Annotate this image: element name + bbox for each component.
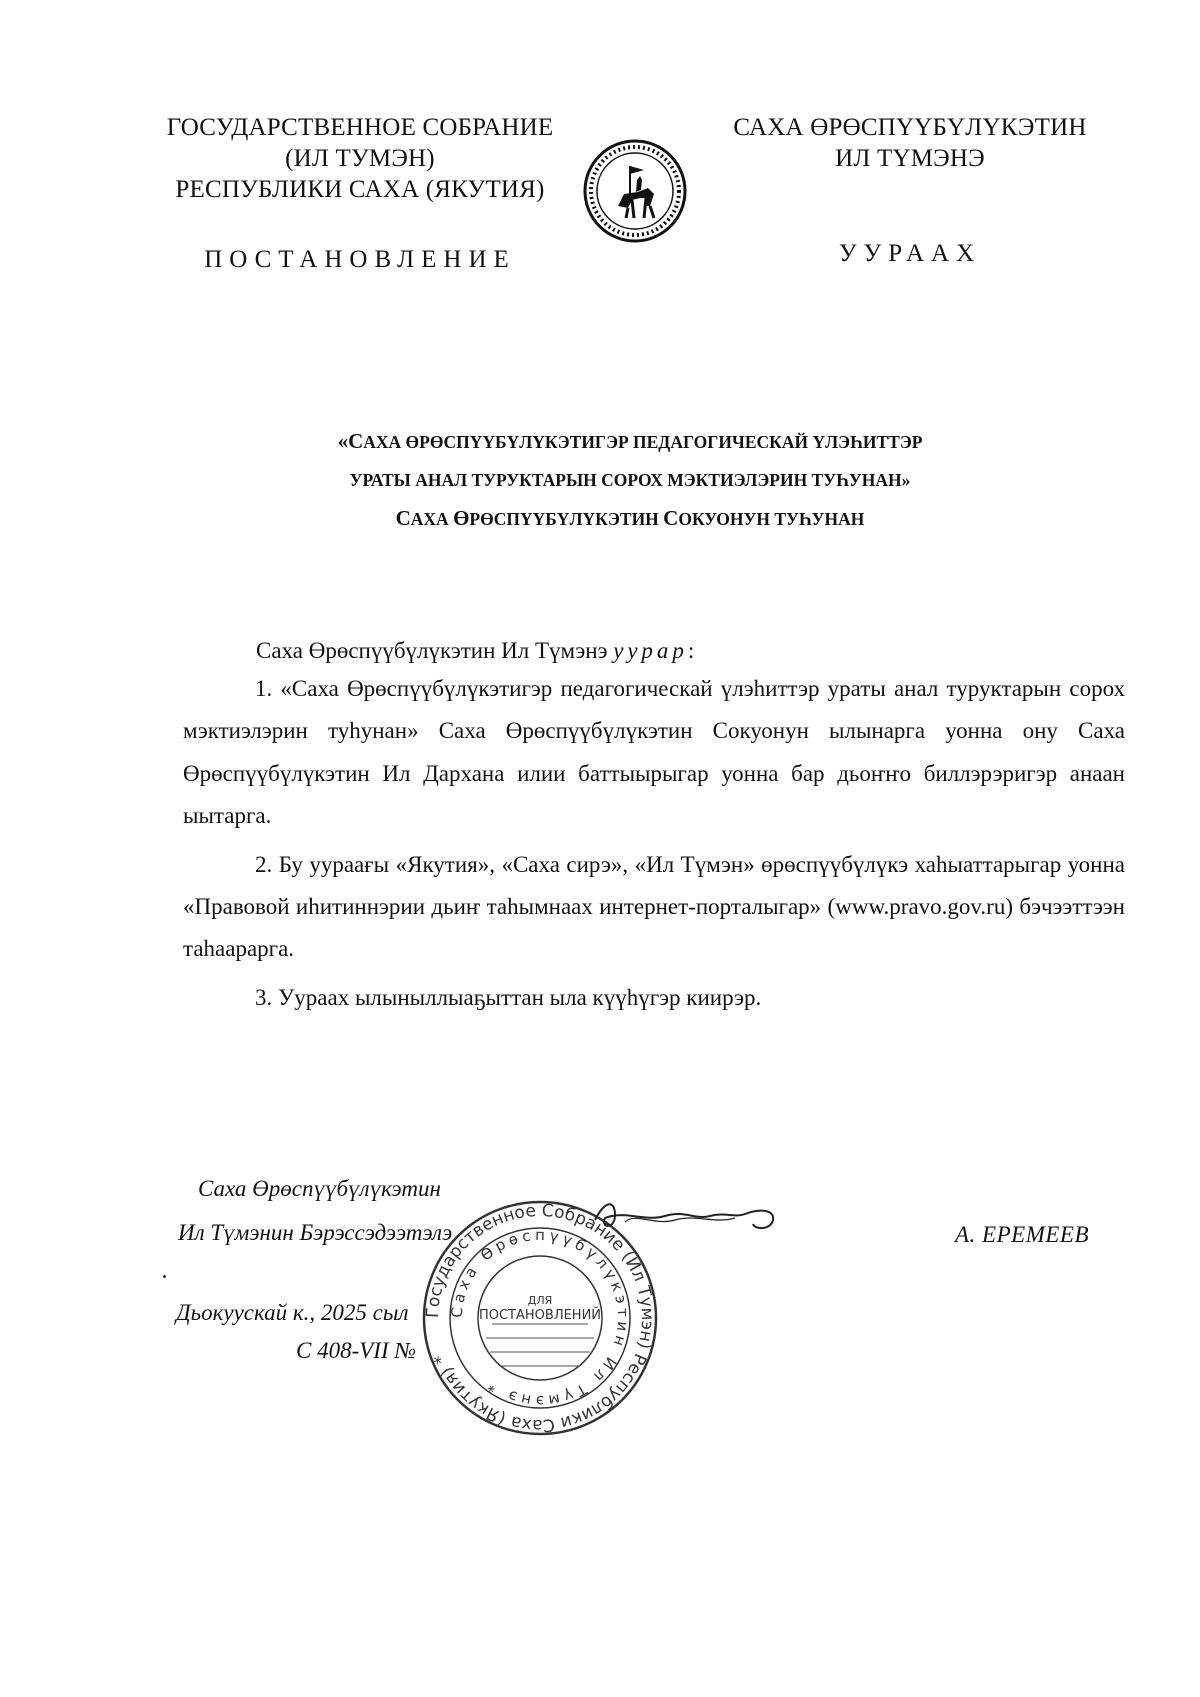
- resolution-intro: Саха Өрөспүүбүлүкэтин Ил Түмэнэ уурар:: [256, 638, 695, 663]
- decree-label-sakha: УУРААХ: [838, 240, 982, 267]
- place-and-date: Дьокуускай к., 2025 сыл: [176, 1300, 409, 1325]
- title-line-1: «САХА ӨРӨСПҮҮБҮЛҮКЭТИГЭР ПЕДАГОГИЧЕСКАЙ ҮЛЭҺИТТЭР: [337, 429, 923, 453]
- title-line-3: САХА ӨРӨСПҮҮБҮЛҮКЭТИН СОКУОНУН ТУҺУНАН: [395, 506, 865, 530]
- scan-speck: [163, 1275, 166, 1278]
- stamp-center-top: ДЛЯ: [527, 1294, 553, 1307]
- header-left-line-3: РЕСПУБЛИКИ САХА (ЯКУТИЯ): [175, 176, 545, 203]
- header-right-line-2: ИЛ ТҮМЭНЭ: [835, 145, 985, 172]
- signatory-name: А. ЕРЕМЕЕВ: [955, 1222, 1090, 1247]
- handwritten-signature: [585, 1190, 785, 1250]
- coat-of-arms-icon: [580, 136, 690, 246]
- paragraph-3: 3. Уураах ылыныллыаҕыттан ыла күүһүгэр киирэр.: [255, 984, 762, 1010]
- header-left-org: [140, 112, 580, 205]
- signatory-position-line-1: Саха Өрөспүүбүлүкэтин: [198, 1176, 441, 1201]
- paragraph-1: 1. «Саха Өрөспүүбүлүкэтигэр педагогическай үлэһиттэр ураты анал туруктарын сорох мэктиэлэрин туһунан» Саха Өрөспүүбүлүкэтин Сокуонун ылынарга уонна ону Саха Өрөспүүбүлүкэтин Ил Дархана илии баттыырыгар уонна бар дьоҥҥо биллэрэригэр анаан ыытарга.: [183, 676, 1125, 829]
- document-title: [230, 422, 1030, 538]
- title-line-2: УРАТЫ АНАЛ ТУРУКТАРЫН СОРОХ МЭКТИЭЛЭРИН ТУҺУНАН»: [349, 470, 911, 490]
- stamp-center-label: ПОСТАНОВЛЕНИЙ: [478, 1308, 602, 1323]
- header-left-line-2: (ИЛ ТУМЭН): [285, 145, 435, 172]
- stamp-inner-text: Саха Өрөспүүбүлүкэтин Ил Түмэнэ *: [447, 1225, 633, 1411]
- signatory-position-line-2: Ил Түмэнин Бэрэссэдээтэлэ: [178, 1220, 453, 1245]
- decree-label-russian: ПОСТАНОВЛЕНИЕ: [204, 246, 516, 273]
- header-left-line-1: ГОСУДАРСТВЕННОЕ СОБРАНИЕ: [166, 114, 554, 141]
- stamp-outer-text: Государственное Собрание (Ил Тумэн) Республики Саха (Якутия) *: [422, 1200, 658, 1436]
- resolution-body: [183, 668, 1125, 1025]
- header-right-org: [710, 112, 1110, 174]
- paragraph-2: 2. Бу уураағы «Якутия», «Саха сирэ», «Ил Түмэн» өрөспүүбүлүкэ хаһыаттарыгар уонна «Правовой иһитиннэрии дьиҥ таһымнаах интернет-порталыгар» (www.pravo.gov.ru) бэчээттээн таһаарарга.: [183, 851, 1125, 962]
- resolution-verb: уурар: [613, 638, 688, 663]
- header-right-line-1: САХА ӨРӨСПҮҮБҮЛҮКЭТИН: [733, 114, 1087, 141]
- document-number: С 408-VII №: [296, 1338, 417, 1363]
